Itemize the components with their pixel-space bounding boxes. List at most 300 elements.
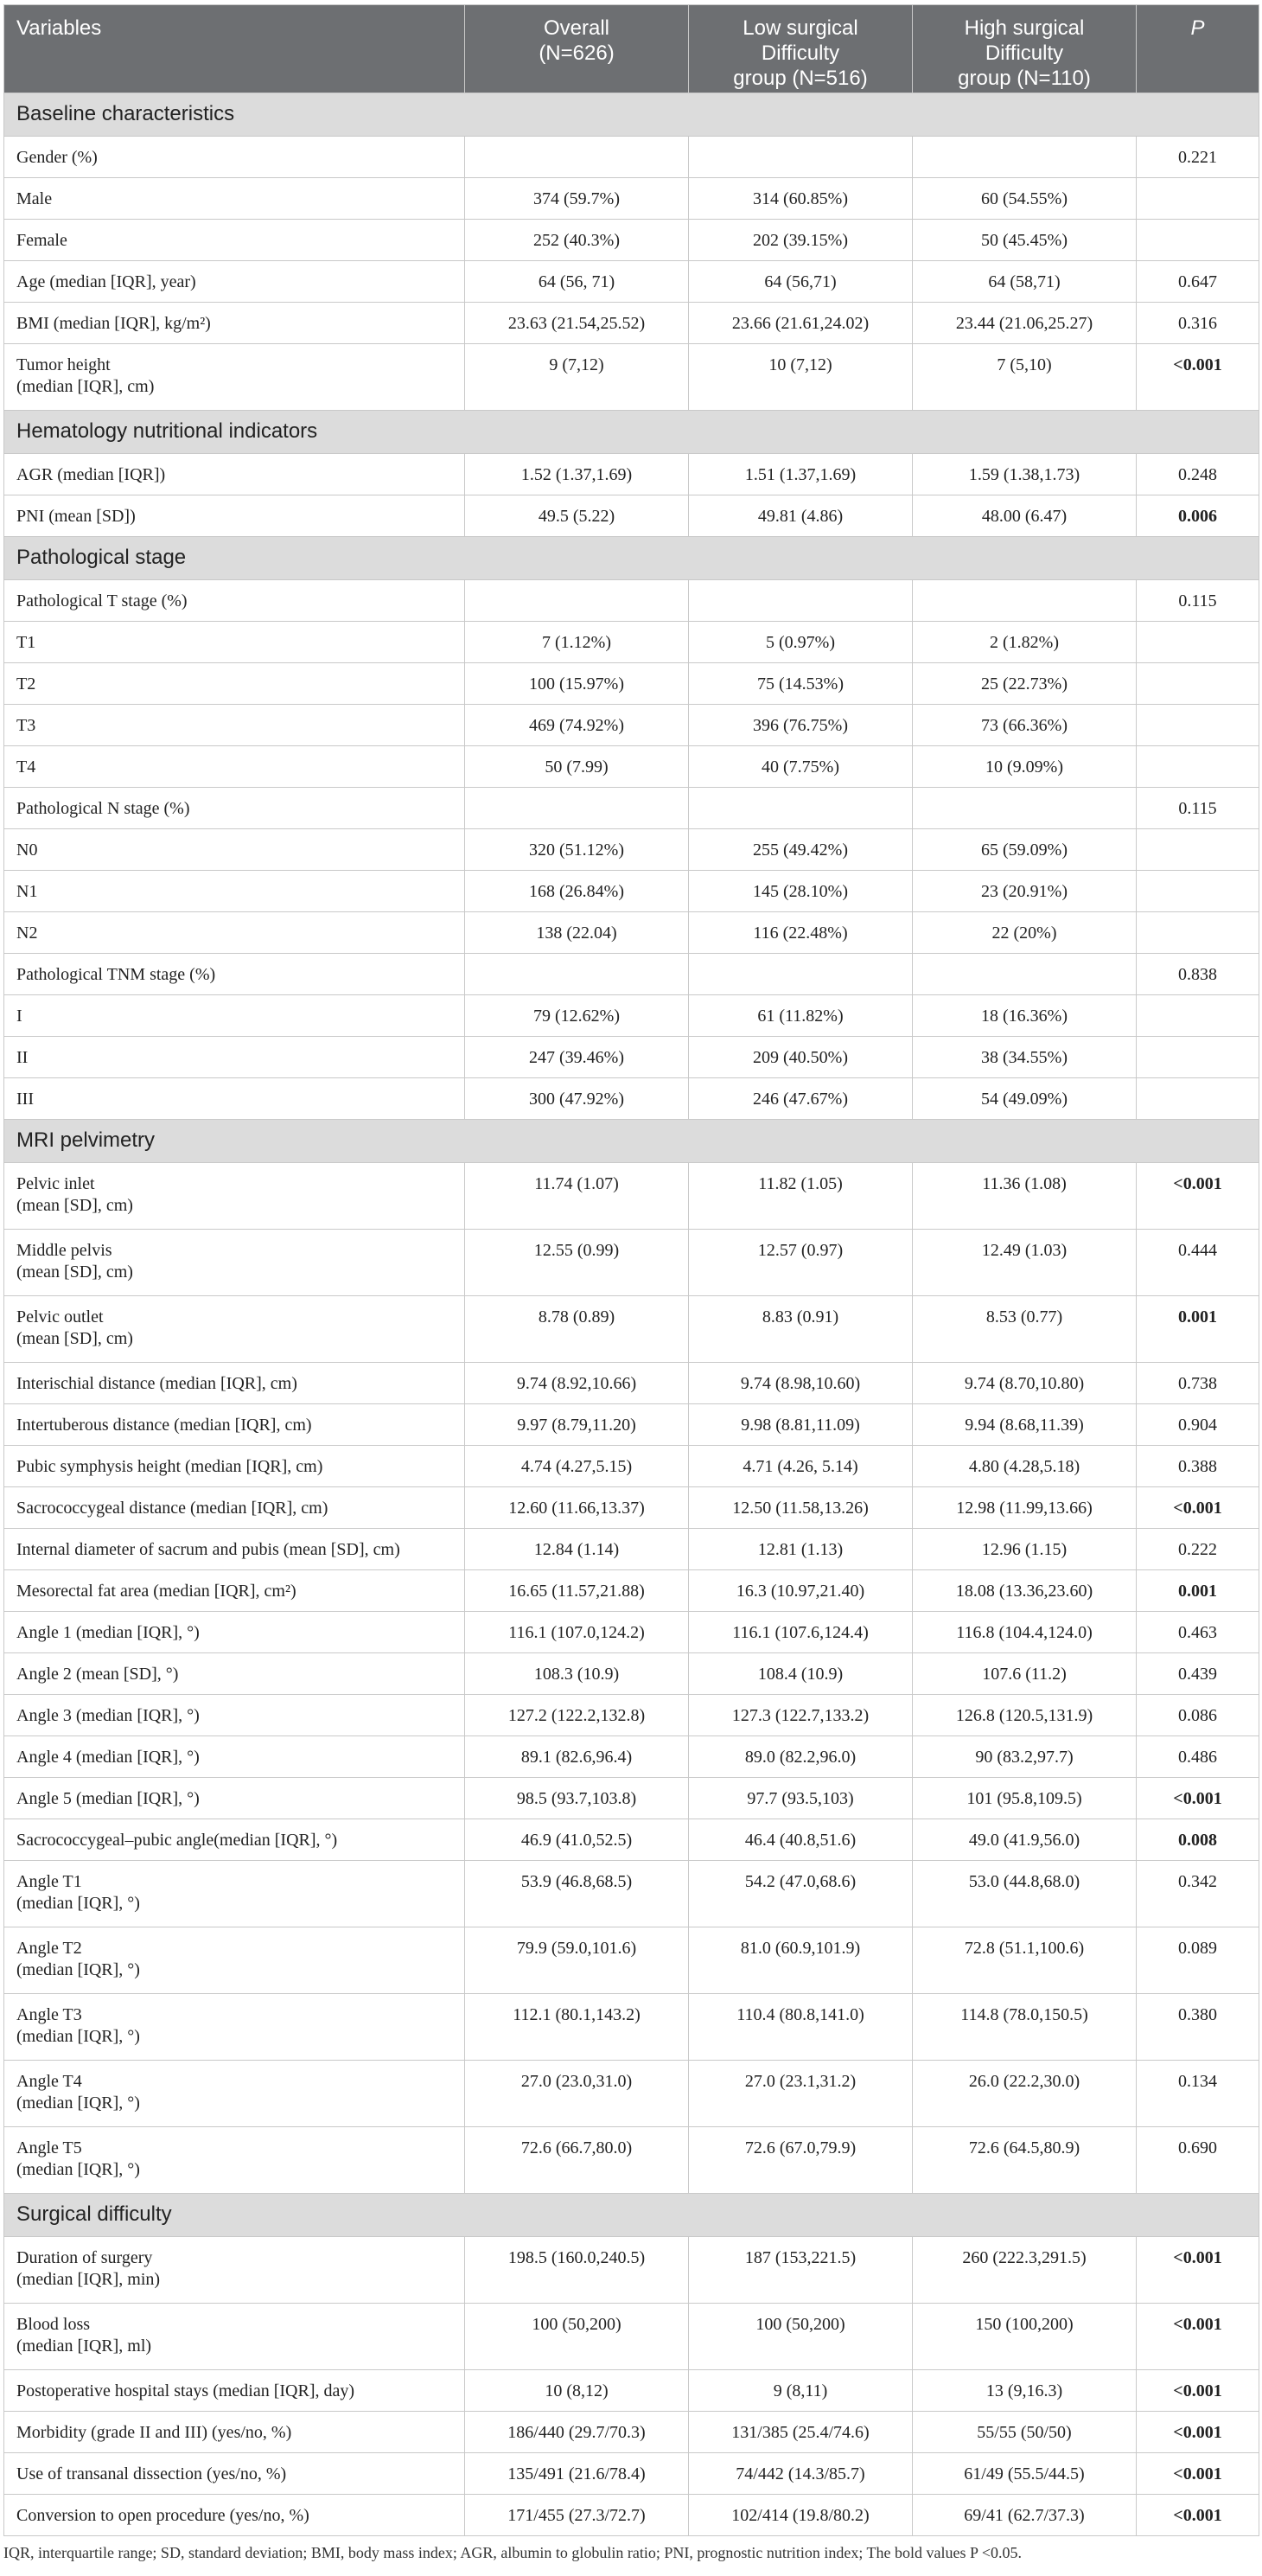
variable-cell — [4, 1487, 465, 1529]
table-row — [4, 2237, 1259, 2304]
variable-label: AGR (median [IQR]) — [16, 465, 166, 484]
low-difficulty-cell — [689, 137, 913, 178]
overall-cell: 89.1 (82.6,96.4) — [465, 1736, 689, 1778]
high-difficulty-cell: 7 (5,10) — [913, 344, 1137, 411]
variable-label: Sacrococcygeal distance (median [IQR], cm) — [16, 1499, 328, 1518]
variable-cell — [4, 1037, 465, 1078]
variable-label: Pelvic inlet — [16, 1174, 95, 1193]
overall-cell: 10 (8,12) — [465, 2370, 689, 2412]
p-value-cell: <0.001 — [1137, 2304, 1259, 2370]
low-difficulty-cell: 81.0 (60.9,101.9) — [689, 1927, 913, 1994]
high-difficulty-cell — [913, 954, 1137, 995]
low-difficulty-cell: 12.57 (0.97) — [689, 1230, 913, 1296]
variable-label: (median [IQR], °) — [16, 2027, 140, 2046]
variable-cell — [4, 829, 465, 871]
p-value-cell: <0.001 — [1137, 1487, 1259, 1529]
high-difficulty-cell: 90 (83.2,97.7) — [913, 1736, 1137, 1778]
variable-cell — [4, 954, 465, 995]
table-row — [4, 1078, 1259, 1120]
variable-label: Pelvic outlet — [16, 1307, 104, 1326]
low-difficulty-cell: 11.82 (1.05) — [689, 1163, 913, 1230]
overall-cell: 46.9 (41.0,52.5) — [465, 1819, 689, 1861]
variable-label: Postoperative hospital stays (median [IQR], day) — [16, 2381, 355, 2400]
variable-label: (mean [SD], cm) — [16, 1262, 133, 1282]
low-difficulty-cell: 9 (8,11) — [689, 2370, 913, 2412]
high-difficulty-cell: 9.74 (8.70,10.80) — [913, 1363, 1137, 1404]
header-row — [4, 5, 1259, 93]
p-value-cell: 0.342 — [1137, 1861, 1259, 1927]
overall-cell: 247 (39.46%) — [465, 1037, 689, 1078]
high-difficulty-cell: 4.80 (4.28,5.18) — [913, 1446, 1137, 1487]
high-difficulty-cell: 55/55 (50/50) — [913, 2412, 1137, 2453]
table-row — [4, 705, 1259, 746]
variable-label: III — [16, 1090, 34, 1109]
variable-label: Angle T3 — [16, 2005, 82, 2024]
variable-cell — [4, 622, 465, 663]
variable-label: II — [16, 1048, 29, 1067]
variable-label: (median [IQR], °) — [16, 2093, 140, 2113]
low-difficulty-cell: 72.6 (67.0,79.9) — [689, 2127, 913, 2194]
overall-cell: 138 (22.04) — [465, 912, 689, 954]
low-difficulty-cell: 5 (0.97%) — [689, 622, 913, 663]
variable-label: (median [IQR], °) — [16, 2160, 140, 2179]
table-row — [4, 1653, 1259, 1695]
p-value-cell: 0.388 — [1137, 1446, 1259, 1487]
high-difficulty-cell: 25 (22.73%) — [913, 663, 1137, 705]
high-difficulty-cell: 60 (54.55%) — [913, 178, 1137, 220]
variable-label: Age (median [IQR], year) — [16, 272, 196, 291]
section-header-row — [4, 2194, 1259, 2237]
variable-cell — [4, 1529, 465, 1570]
p-value-cell: 0.838 — [1137, 954, 1259, 995]
table-row — [4, 622, 1259, 663]
section-title: Hematology nutritional indicators — [4, 411, 1259, 454]
overall-cell — [465, 954, 689, 995]
p-value-cell: 0.690 — [1137, 2127, 1259, 2194]
high-difficulty-cell: 50 (45.45%) — [913, 220, 1137, 261]
overall-cell — [465, 137, 689, 178]
p-value-cell: 0.738 — [1137, 1363, 1259, 1404]
overall-cell: 9.74 (8.92,10.66) — [465, 1363, 689, 1404]
variable-label: Angle 2 (mean [SD], °) — [16, 1665, 179, 1684]
variable-cell — [4, 178, 465, 220]
table-row — [4, 1163, 1259, 1230]
p-value-cell: <0.001 — [1137, 2370, 1259, 2412]
variable-cell — [4, 261, 465, 303]
overall-cell: 1.52 (1.37,1.69) — [465, 454, 689, 495]
table-row — [4, 995, 1259, 1037]
variable-label: Pathological N stage (%) — [16, 799, 190, 818]
high-difficulty-cell: 72.6 (64.5,80.9) — [913, 2127, 1137, 2194]
overall-cell: 8.78 (0.89) — [465, 1296, 689, 1363]
low-difficulty-cell: 202 (39.15%) — [689, 220, 913, 261]
p-value-cell: 0.248 — [1137, 454, 1259, 495]
variable-cell — [4, 137, 465, 178]
variable-cell — [4, 2237, 465, 2304]
table-row — [4, 220, 1259, 261]
low-difficulty-cell: 16.3 (10.97,21.40) — [689, 1570, 913, 1612]
overall-cell: 79.9 (59.0,101.6) — [465, 1927, 689, 1994]
variable-label: Duration of surgery — [16, 2248, 153, 2267]
high-difficulty-cell — [913, 580, 1137, 622]
header-variables — [4, 5, 465, 93]
table-row — [4, 1037, 1259, 1078]
header-text: Low surgical — [743, 16, 858, 40]
variable-cell — [4, 2412, 465, 2453]
table-row — [4, 2061, 1259, 2127]
variable-label: Angle T5 — [16, 2138, 82, 2157]
high-difficulty-cell: 49.0 (41.9,56.0) — [913, 1819, 1137, 1861]
variable-cell — [4, 1363, 465, 1404]
table-row — [4, 2304, 1259, 2370]
high-difficulty-cell: 54 (49.09%) — [913, 1078, 1137, 1120]
low-difficulty-cell: 209 (40.50%) — [689, 1037, 913, 1078]
p-value-cell — [1137, 995, 1259, 1037]
variable-cell — [4, 663, 465, 705]
variable-label: Conversion to open procedure (yes/no, %) — [16, 2506, 309, 2525]
section-title: MRI pelvimetry — [4, 1120, 1259, 1163]
p-value-cell: 0.115 — [1137, 580, 1259, 622]
high-difficulty-cell: 23.44 (21.06,25.27) — [913, 303, 1137, 344]
overall-cell: 72.6 (66.7,80.0) — [465, 2127, 689, 2194]
p-value-cell: 0.439 — [1137, 1653, 1259, 1695]
overall-cell: 300 (47.92%) — [465, 1078, 689, 1120]
overall-cell: 79 (12.62%) — [465, 995, 689, 1037]
low-difficulty-cell: 396 (76.75%) — [689, 705, 913, 746]
variable-label: Morbidity (grade II and III) (yes/no, %) — [16, 2423, 292, 2442]
low-difficulty-cell: 187 (153,221.5) — [689, 2237, 913, 2304]
table-row — [4, 137, 1259, 178]
table-row — [4, 2495, 1259, 2536]
variable-label: Angle 4 (median [IQR], °) — [16, 1748, 200, 1767]
low-difficulty-cell: 4.71 (4.26, 5.14) — [689, 1446, 913, 1487]
high-difficulty-cell — [913, 137, 1137, 178]
p-value-cell: 0.134 — [1137, 2061, 1259, 2127]
low-difficulty-cell: 75 (14.53%) — [689, 663, 913, 705]
variable-cell — [4, 1570, 465, 1612]
table-row — [4, 1695, 1259, 1736]
high-difficulty-cell: 150 (100,200) — [913, 2304, 1137, 2370]
variable-cell — [4, 303, 465, 344]
variable-label: Angle T4 — [16, 2072, 82, 2091]
variable-label: Internal diameter of sacrum and pubis (mean [SD], cm) — [16, 1540, 400, 1559]
variable-label: T4 — [16, 757, 36, 777]
variable-label: Intertuberous distance (median [IQR], cm) — [16, 1416, 312, 1435]
low-difficulty-cell: 97.7 (93.5,103) — [689, 1778, 913, 1819]
high-difficulty-cell: 65 (59.09%) — [913, 829, 1137, 871]
variable-cell — [4, 1736, 465, 1778]
overall-cell: 49.5 (5.22) — [465, 495, 689, 537]
p-value-cell — [1137, 829, 1259, 871]
data-table — [3, 4, 1259, 2536]
p-value-cell: 0.221 — [1137, 137, 1259, 178]
low-difficulty-cell: 54.2 (47.0,68.6) — [689, 1861, 913, 1927]
variable-label: N2 — [16, 924, 38, 943]
overall-cell: 9 (7,12) — [465, 344, 689, 411]
variable-cell — [4, 344, 465, 411]
table-body — [4, 93, 1259, 2536]
table-footnote: IQR, interquartile range; SD, standard deviation; BMI, body mass index; AGR, albumin to globulin ratio; PNI, prognostic nutrition index; The bold values P <0.05. — [3, 2544, 1023, 2561]
header-text: (N=626) — [539, 42, 615, 65]
p-value-cell: <0.001 — [1137, 344, 1259, 411]
p-value-cell — [1137, 912, 1259, 954]
high-difficulty-cell: 12.98 (11.99,13.66) — [913, 1487, 1137, 1529]
high-difficulty-cell: 48.00 (6.47) — [913, 495, 1137, 537]
overall-cell: 12.60 (11.66,13.37) — [465, 1487, 689, 1529]
variable-label: Female — [16, 231, 67, 250]
high-difficulty-cell: 18 (16.36%) — [913, 995, 1137, 1037]
header-text: Difficulty — [985, 42, 1064, 65]
variable-cell — [4, 2127, 465, 2194]
low-difficulty-cell: 131/385 (25.4/74.6) — [689, 2412, 913, 2453]
variable-cell — [4, 495, 465, 537]
variable-cell — [4, 1778, 465, 1819]
variable-label: Interischial distance (median [IQR], cm) — [16, 1374, 297, 1393]
variable-cell — [4, 912, 465, 954]
header-low-difficulty — [689, 5, 913, 93]
p-value-cell — [1137, 1037, 1259, 1078]
overall-cell: 64 (56, 71) — [465, 261, 689, 303]
overall-cell: 4.74 (4.27,5.15) — [465, 1446, 689, 1487]
p-value-cell: 0.001 — [1137, 1296, 1259, 1363]
overall-cell — [465, 788, 689, 829]
table-row — [4, 1778, 1259, 1819]
p-value-cell: 0.444 — [1137, 1230, 1259, 1296]
p-value-cell: 0.086 — [1137, 1695, 1259, 1736]
table-row — [4, 1612, 1259, 1653]
table-row — [4, 1927, 1259, 1994]
variable-cell — [4, 871, 465, 912]
table-row — [4, 1230, 1259, 1296]
variable-label: Angle 3 (median [IQR], °) — [16, 1706, 200, 1725]
table-row — [4, 1529, 1259, 1570]
low-difficulty-cell: 74/442 (14.3/85.7) — [689, 2453, 913, 2495]
high-difficulty-cell: 260 (222.3,291.5) — [913, 2237, 1137, 2304]
overall-cell: 23.63 (21.54,25.52) — [465, 303, 689, 344]
low-difficulty-cell: 40 (7.75%) — [689, 746, 913, 788]
p-value-cell — [1137, 705, 1259, 746]
p-value-cell: <0.001 — [1137, 2237, 1259, 2304]
high-difficulty-cell: 18.08 (13.36,23.60) — [913, 1570, 1137, 1612]
variable-label: (median [IQR], min) — [16, 2270, 161, 2289]
p-value-cell — [1137, 622, 1259, 663]
low-difficulty-cell: 127.3 (122.7,133.2) — [689, 1695, 913, 1736]
p-value-cell: 0.463 — [1137, 1612, 1259, 1653]
header-text: High surgical — [964, 16, 1085, 40]
header-text: group (N=110) — [958, 67, 1091, 90]
table-row — [4, 954, 1259, 995]
variable-label: T1 — [16, 633, 36, 652]
low-difficulty-cell: 10 (7,12) — [689, 344, 913, 411]
p-value-cell — [1137, 871, 1259, 912]
table-row — [4, 261, 1259, 303]
overall-cell: 198.5 (160.0,240.5) — [465, 2237, 689, 2304]
low-difficulty-cell: 145 (28.10%) — [689, 871, 913, 912]
high-difficulty-cell: 12.49 (1.03) — [913, 1230, 1137, 1296]
variable-cell — [4, 2370, 465, 2412]
low-difficulty-cell: 64 (56,71) — [689, 261, 913, 303]
table-row — [4, 1296, 1259, 1363]
p-value-cell: 0.647 — [1137, 261, 1259, 303]
high-difficulty-cell: 11.36 (1.08) — [913, 1163, 1137, 1230]
high-difficulty-cell: 38 (34.55%) — [913, 1037, 1137, 1078]
low-difficulty-cell: 110.4 (80.8,141.0) — [689, 1994, 913, 2061]
variable-cell — [4, 995, 465, 1037]
table-row — [4, 580, 1259, 622]
overall-cell: 11.74 (1.07) — [465, 1163, 689, 1230]
table-row — [4, 1994, 1259, 2061]
high-difficulty-cell: 64 (58,71) — [913, 261, 1137, 303]
overall-cell: 171/455 (27.3/72.7) — [465, 2495, 689, 2536]
variable-label: Tumor height — [16, 355, 111, 374]
overall-cell: 252 (40.3%) — [465, 220, 689, 261]
table-row — [4, 1861, 1259, 1927]
variable-label: Angle T2 — [16, 1939, 82, 1958]
variable-label: Pathological T stage (%) — [16, 591, 188, 610]
variable-label: N0 — [16, 841, 38, 860]
variable-cell — [4, 1819, 465, 1861]
p-value-cell — [1137, 1078, 1259, 1120]
low-difficulty-cell: 12.81 (1.13) — [689, 1529, 913, 1570]
overall-cell: 53.9 (46.8,68.5) — [465, 1861, 689, 1927]
variable-label: T2 — [16, 674, 36, 694]
overall-cell: 135/491 (21.6/78.4) — [465, 2453, 689, 2495]
overall-cell: 127.2 (122.2,132.8) — [465, 1695, 689, 1736]
table-row — [4, 663, 1259, 705]
variable-cell — [4, 746, 465, 788]
high-difficulty-cell: 9.94 (8.68,11.39) — [913, 1404, 1137, 1446]
table-row — [4, 912, 1259, 954]
p-value-cell — [1137, 746, 1259, 788]
low-difficulty-cell: 61 (11.82%) — [689, 995, 913, 1037]
p-value-cell: 0.380 — [1137, 1994, 1259, 2061]
variable-cell — [4, 1653, 465, 1695]
low-difficulty-cell: 314 (60.85%) — [689, 178, 913, 220]
section-header-row — [4, 537, 1259, 580]
low-difficulty-cell: 49.81 (4.86) — [689, 495, 913, 537]
overall-cell: 16.65 (11.57,21.88) — [465, 1570, 689, 1612]
table-row — [4, 178, 1259, 220]
variable-cell — [4, 2061, 465, 2127]
variable-label: Angle 5 (median [IQR], °) — [16, 1789, 200, 1808]
overall-cell: 374 (59.7%) — [465, 178, 689, 220]
high-difficulty-cell: 69/41 (62.7/37.3) — [913, 2495, 1137, 2536]
table-row — [4, 871, 1259, 912]
high-difficulty-cell: 13 (9,16.3) — [913, 2370, 1137, 2412]
p-value-cell: <0.001 — [1137, 2453, 1259, 2495]
high-difficulty-cell: 12.96 (1.15) — [913, 1529, 1137, 1570]
low-difficulty-cell: 102/414 (19.8/80.2) — [689, 2495, 913, 2536]
p-value-cell: 0.486 — [1137, 1736, 1259, 1778]
variable-cell — [4, 2453, 465, 2495]
low-difficulty-cell: 23.66 (21.61,24.02) — [689, 303, 913, 344]
variable-label: (mean [SD], cm) — [16, 1196, 133, 1215]
high-difficulty-cell: 114.8 (78.0,150.5) — [913, 1994, 1137, 2061]
header-text: Variables — [16, 16, 102, 40]
low-difficulty-cell: 100 (50,200) — [689, 2304, 913, 2370]
low-difficulty-cell: 8.83 (0.91) — [689, 1296, 913, 1363]
header-text: P — [1190, 16, 1205, 40]
variable-label: (mean [SD], cm) — [16, 1329, 133, 1348]
variable-cell — [4, 1078, 465, 1120]
overall-cell: 9.97 (8.79,11.20) — [465, 1404, 689, 1446]
high-difficulty-cell — [913, 788, 1137, 829]
section-title: Surgical difficulty — [4, 2194, 1259, 2237]
variable-cell — [4, 788, 465, 829]
p-value-cell: 0.089 — [1137, 1927, 1259, 1994]
overall-cell: 469 (74.92%) — [465, 705, 689, 746]
p-value-cell: 0.316 — [1137, 303, 1259, 344]
low-difficulty-cell: 1.51 (1.37,1.69) — [689, 454, 913, 495]
variable-cell — [4, 220, 465, 261]
variable-label: Angle 1 (median [IQR], °) — [16, 1623, 200, 1642]
low-difficulty-cell: 46.4 (40.8,51.6) — [689, 1819, 913, 1861]
variable-cell — [4, 580, 465, 622]
low-difficulty-cell — [689, 580, 913, 622]
table-row — [4, 788, 1259, 829]
high-difficulty-cell: 72.8 (51.1,100.6) — [913, 1927, 1137, 1994]
p-value-cell: 0.904 — [1137, 1404, 1259, 1446]
high-difficulty-cell: 73 (66.36%) — [913, 705, 1137, 746]
high-difficulty-cell: 101 (95.8,109.5) — [913, 1778, 1137, 1819]
overall-cell: 168 (26.84%) — [465, 871, 689, 912]
variable-label: Middle pelvis — [16, 1241, 112, 1260]
low-difficulty-cell: 116.1 (107.6,124.4) — [689, 1612, 913, 1653]
high-difficulty-cell: 53.0 (44.8,68.0) — [913, 1861, 1137, 1927]
table-row — [4, 2453, 1259, 2495]
table-row — [4, 495, 1259, 537]
overall-cell: 7 (1.12%) — [465, 622, 689, 663]
variable-label: Sacrococcygeal–pubic angle(median [IQR], °) — [16, 1831, 338, 1850]
table-container — [3, 4, 1259, 2536]
overall-cell: 108.3 (10.9) — [465, 1653, 689, 1695]
variable-cell — [4, 2304, 465, 2370]
low-difficulty-cell: 27.0 (23.1,31.2) — [689, 2061, 913, 2127]
table-row — [4, 2412, 1259, 2453]
variable-cell — [4, 1296, 465, 1363]
variable-cell — [4, 1695, 465, 1736]
overall-cell: 50 (7.99) — [465, 746, 689, 788]
table-row — [4, 1736, 1259, 1778]
high-difficulty-cell: 26.0 (22.2,30.0) — [913, 2061, 1137, 2127]
header-text: group (N=516) — [733, 67, 868, 90]
p-value-cell: <0.001 — [1137, 2412, 1259, 2453]
p-value-cell: <0.001 — [1137, 2495, 1259, 2536]
variable-label: (median [IQR], °) — [16, 1960, 140, 1979]
header-p-value — [1137, 5, 1259, 93]
variable-cell — [4, 705, 465, 746]
variable-label: Blood loss — [16, 2315, 91, 2334]
high-difficulty-cell: 2 (1.82%) — [913, 622, 1137, 663]
overall-cell: 116.1 (107.0,124.2) — [465, 1612, 689, 1653]
overall-cell: 12.55 (0.99) — [465, 1230, 689, 1296]
variable-cell — [4, 1404, 465, 1446]
low-difficulty-cell: 108.4 (10.9) — [689, 1653, 913, 1695]
header-high-difficulty — [913, 5, 1137, 93]
variable-cell — [4, 1230, 465, 1296]
low-difficulty-cell: 255 (49.42%) — [689, 829, 913, 871]
section-title: Pathological stage — [4, 537, 1259, 580]
variable-label: PNI (mean [SD]) — [16, 507, 136, 526]
low-difficulty-cell: 9.98 (8.81,11.09) — [689, 1404, 913, 1446]
overall-cell: 320 (51.12%) — [465, 829, 689, 871]
variable-cell — [4, 1994, 465, 2061]
table-row — [4, 454, 1259, 495]
variable-label: T3 — [16, 716, 36, 735]
high-difficulty-cell: 116.8 (104.4,124.0) — [913, 1612, 1137, 1653]
variable-label: (median [IQR], cm) — [16, 377, 155, 396]
table-row — [4, 2370, 1259, 2412]
